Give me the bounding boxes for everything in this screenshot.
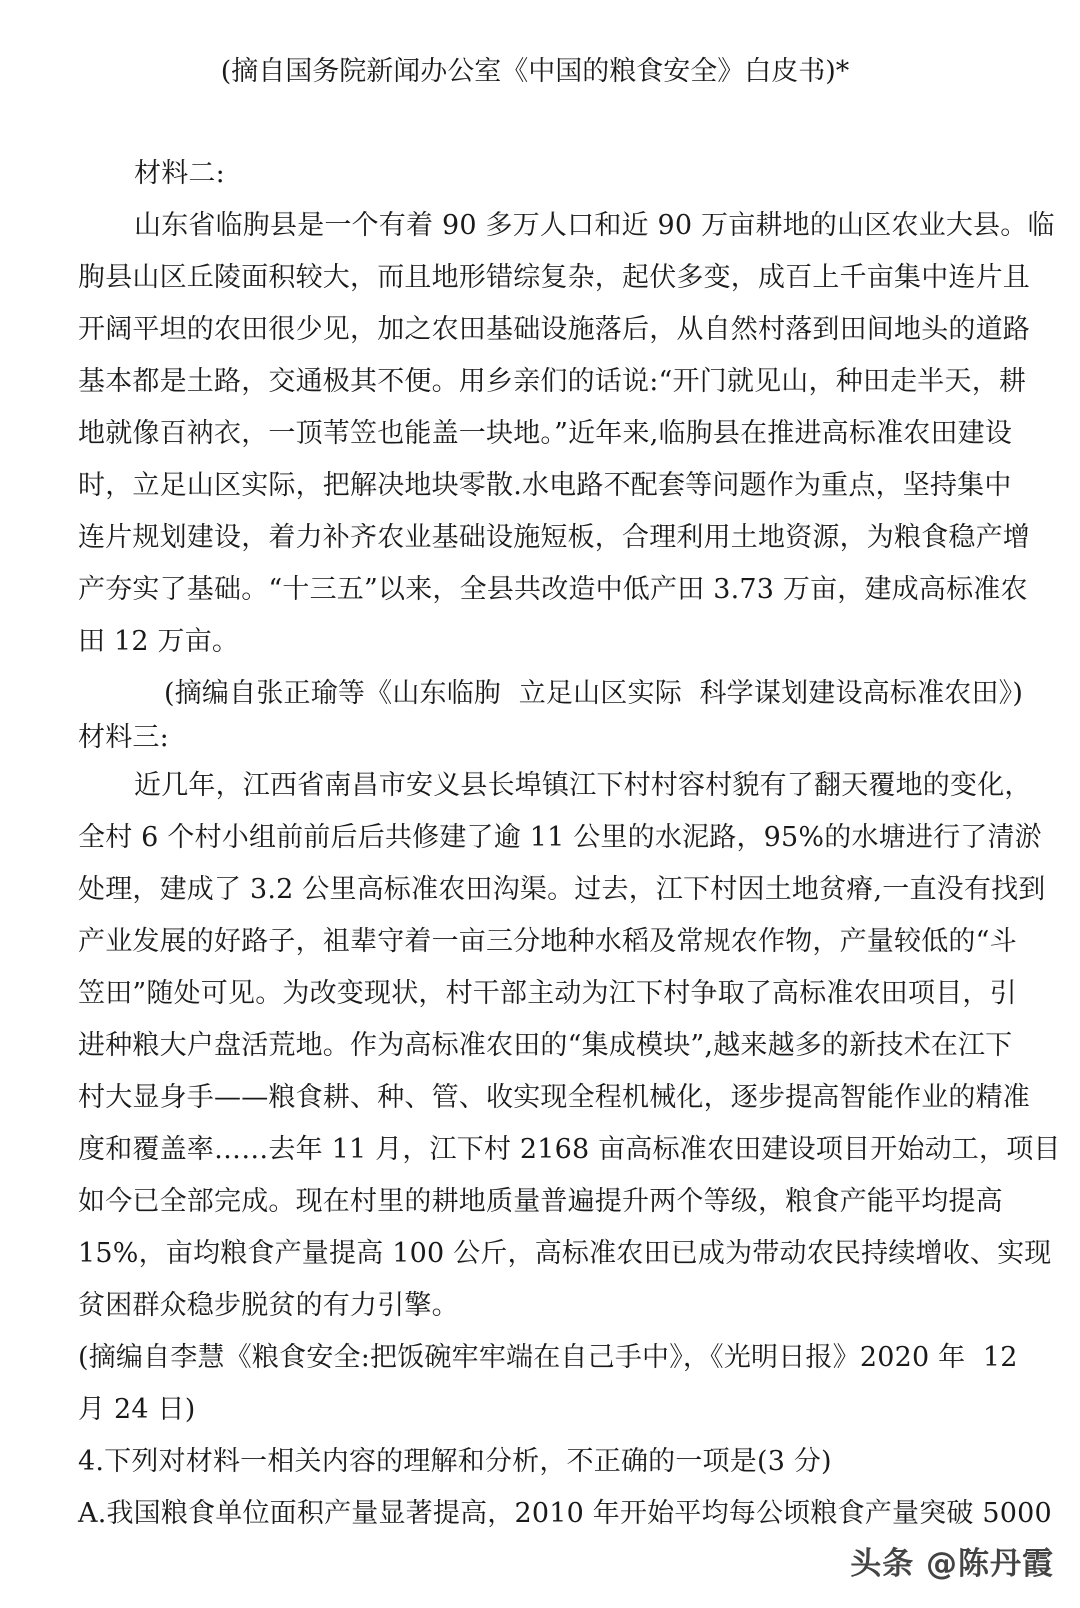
material-two-heading: 材料二: — [134, 158, 225, 189]
text-line: 山东省临朐县是一个有着 90 多万人口和近 90 万亩耕地的山区农业大县。临 — [134, 210, 1055, 241]
header-citation: (摘自国务院新闻办公室《中国的粮食安全》白皮书)* — [220, 56, 850, 87]
text-line: 朐县山区丘陵面积较大，而且地形错综复杂，起伏多变，成百上千亩集中连片且 — [78, 262, 1030, 293]
attribution-line: 月 24 日) — [78, 1394, 196, 1425]
question-option-a: A.我国粮食单位面积产量显著提高，2010 年开始平均每公顷粮食产量突破 5000 — [78, 1498, 1052, 1529]
material-two-body — [78, 200, 1055, 668]
material-two-attribution: (摘编自张正瑜等《山东临朐 立足山区实际 科学谋划建设高标准农田》) — [164, 678, 1024, 709]
text-line: 贫困群众稳步脱贫的有力引擎。 — [78, 1290, 459, 1321]
watermark: 头条 @陈丹霞 — [850, 1546, 1054, 1582]
text-line: 如今已全部完成。现在村里的耕地质量普遍提升两个等级，粮食产能平均提高 — [78, 1186, 1003, 1217]
text-line: 产业发展的好路子，祖辈守着一亩三分地种水稻及常规农作物，产量较低的“斗 — [78, 926, 1017, 957]
question-block — [78, 1436, 1052, 1540]
text-line: 进种粮大户盘活荒地。作为高标准农田的“集成模块”,越来越多的新技术在江下 — [78, 1030, 1013, 1061]
text-line: 时，立足山区实际，把解决地块零散.水电路不配套等问题作为重点，坚持集中 — [78, 470, 1012, 501]
text-line: 田 12 万亩。 — [78, 626, 240, 657]
text-line: 近几年，江西省南昌市安义县长埠镇江下村村容村貌有了翻天覆地的变化， — [134, 770, 1032, 801]
text-line: 产夯实了基础。“十三五”以来，全县共改造中低产田 3.73 万亩，建成高标准农 — [78, 574, 1028, 605]
text-line: 基本都是土路，交通极其不便。用乡亲们的话说:“开门就见山，种田走半天，耕 — [78, 366, 1027, 397]
attribution-line: (摘编自李慧《粮食安全:把饭碗牢牢端在自己手中》，《光明日报》2020 年 12 — [78, 1342, 1018, 1373]
text-line: 处理，建成了 3.2 公里高标准农田沟渠。过去，江下村因土地贫瘠,一直没有找到 — [78, 874, 1046, 905]
question-stem: 4.下列对材料一相关内容的理解和分析，不正确的一项是(3 分) — [78, 1446, 832, 1477]
material-three-heading: 材料三: — [78, 722, 169, 753]
text-line: 连片规划建设，着力补齐农业基础设施短板，合理利用土地资源，为粮食稳产增 — [78, 522, 1030, 553]
text-line: 开阔平坦的农田很少见，加之农田基础设施落后，从自然村落到田间地头的道路 — [78, 314, 1030, 345]
material-three-attribution — [78, 1332, 1018, 1436]
text-line: 度和覆盖率……去年 11 月，江下村 2168 亩高标准农田建设项目开始动工，项目 — [78, 1134, 1061, 1165]
text-line: 全村 6 个村小组前前后后共修建了逾 11 公里的水泥路，95%的水塘进行了清淤 — [78, 822, 1042, 853]
text-line: 笠田”随处可见。为改变现状，村干部主动为江下村争取了高标准农田项目，引 — [78, 978, 1017, 1009]
text-line: 15%，亩均粮食产量提高 100 公斤，高标准农田已成为带动农民持续增收、实现 — [78, 1238, 1052, 1269]
material-three-body — [78, 760, 1061, 1332]
text-line: 地就像百衲衣，一顶苇笠也能盖一块地。”近年来,临朐县在推进高标准农田建设 — [78, 418, 1013, 449]
text-line: 村大显身手——粮食耕、种、管、收实现全程机械化，逐步提高智能作业的精准 — [78, 1082, 1030, 1113]
